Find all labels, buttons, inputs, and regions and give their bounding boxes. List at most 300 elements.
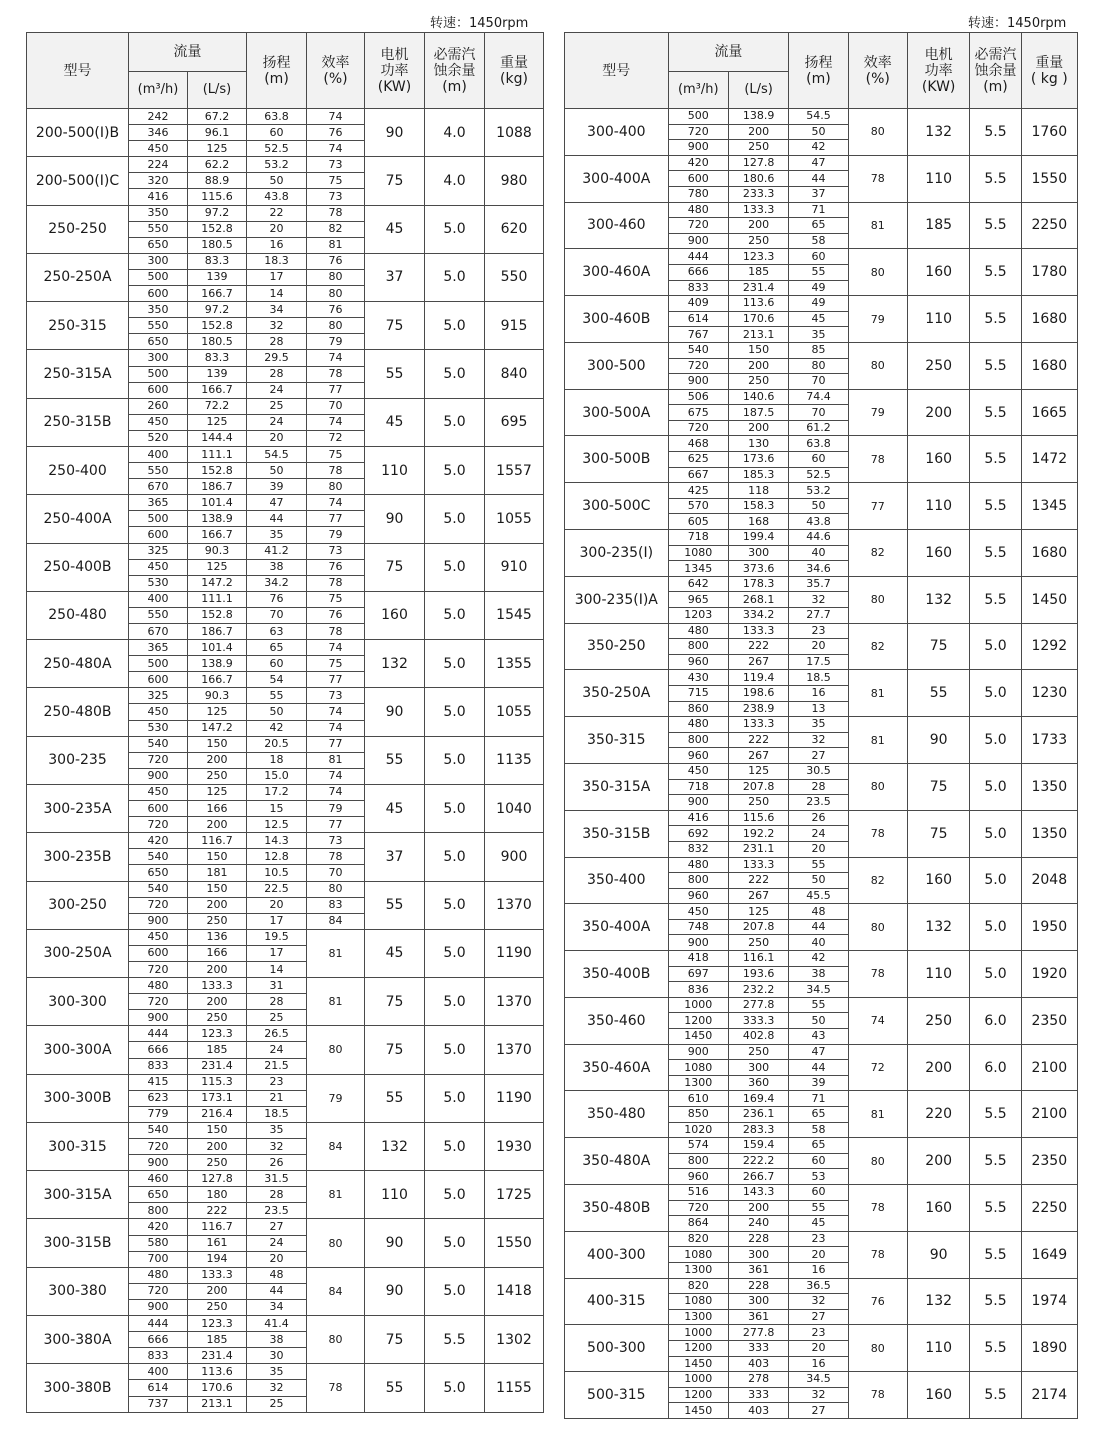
flow-m3h-cell: 1000: [668, 997, 728, 1013]
flow-ls-cell: 361: [728, 1309, 788, 1325]
motor-power-cell: 160: [907, 1372, 969, 1419]
flow-ls-cell: 140.6: [728, 389, 788, 405]
flow-ls-cell: 185: [188, 1332, 247, 1348]
flow-ls-cell: 300: [728, 545, 788, 561]
flow-ls-cell: 250: [728, 1044, 788, 1060]
efficiency-cell: 75: [307, 656, 365, 672]
flow-m3h-cell: 623: [129, 1090, 188, 1106]
header-npsh-text: 必需汽 蚀余量 (m): [433, 46, 476, 95]
efficiency-cell: 74: [307, 784, 365, 800]
flow-ls-cell: 213.1: [188, 1396, 247, 1412]
model-cell: 250-250A: [27, 253, 129, 301]
head-cell: 10.5: [247, 865, 307, 881]
head-cell: 21: [247, 1090, 307, 1106]
npsh-cell: 5.5: [970, 1184, 1021, 1231]
flow-m3h-cell: 480: [668, 857, 728, 873]
flow-ls-cell: 250: [728, 374, 788, 390]
head-cell: 54.5: [789, 109, 848, 125]
flow-ls-cell: 300: [728, 1294, 788, 1310]
table-row: [565, 1325, 1078, 1341]
table-row: [27, 591, 544, 607]
head-cell: 34.5: [789, 1372, 848, 1388]
header-head: [789, 33, 848, 109]
flow-m3h-cell: 720: [668, 1200, 728, 1216]
table-row: [565, 483, 1078, 499]
weight-cell: 1950: [1021, 904, 1077, 951]
weight-cell: 840: [485, 350, 544, 398]
table-row: [27, 736, 544, 752]
flow-ls-cell: 170.6: [188, 1380, 247, 1396]
efficiency-cell: 78: [307, 463, 365, 479]
flow-m3h-cell: 540: [129, 736, 188, 752]
flow-m3h-cell: 697: [668, 966, 728, 982]
motor-power-cell: 160: [907, 249, 969, 296]
motor-power-cell: 110: [907, 155, 969, 202]
model-cell: 300-380B: [27, 1364, 129, 1412]
flow-ls-cell: 200: [188, 1283, 247, 1299]
head-cell: 14: [247, 286, 307, 302]
flow-ls-cell: 152.8: [188, 607, 247, 623]
flow-m3h-cell: 500: [129, 269, 188, 285]
flow-ls-cell: 152.8: [188, 318, 247, 334]
flow-m3h-cell: 800: [668, 639, 728, 655]
flow-ls-cell: 185.3: [728, 467, 788, 483]
flow-ls-cell: 250: [188, 913, 247, 929]
weight-cell: 1472: [1021, 436, 1077, 483]
efficiency-cell: 81: [307, 237, 365, 253]
motor-power-cell: 45: [365, 929, 425, 977]
flow-ls-cell: 133.3: [728, 202, 788, 218]
head-cell: 27: [789, 1403, 848, 1419]
flow-m3h-cell: 444: [668, 249, 728, 265]
flow-ls-cell: 113.6: [728, 296, 788, 312]
flow-m3h-cell: 614: [129, 1380, 188, 1396]
efficiency-cell: 75: [307, 446, 365, 462]
flow-m3h-cell: 325: [129, 688, 188, 704]
npsh-cell: 5.5: [970, 576, 1021, 623]
table-row: [565, 249, 1078, 265]
motor-power-cell: 250: [907, 342, 969, 389]
weight-cell: 1557: [485, 446, 544, 494]
npsh-cell: 5.0: [970, 763, 1021, 810]
efficiency-cell: 83: [307, 897, 365, 913]
flow-m3h-cell: 650: [129, 237, 188, 253]
flow-ls-cell: 240: [728, 1216, 788, 1232]
flow-m3h-cell: 450: [668, 904, 728, 920]
weight-cell: 1088: [485, 109, 544, 157]
weight-cell: 1680: [1021, 342, 1077, 389]
flow-m3h-cell: 720: [668, 358, 728, 374]
table-row: [27, 1316, 544, 1332]
npsh-cell: 5.0: [425, 688, 485, 736]
flow-ls-cell: 169.4: [728, 1091, 788, 1107]
head-cell: 53.2: [789, 483, 848, 499]
motor-power-cell: 160: [907, 1184, 969, 1231]
flow-m3h-cell: 900: [668, 795, 728, 811]
header-head-text: 扬程 (m): [262, 54, 291, 87]
motor-power-cell: 55: [365, 1074, 425, 1122]
npsh-cell: 5.0: [425, 446, 485, 494]
weight-cell: 1550: [485, 1219, 544, 1267]
efficiency-cell: 74: [307, 350, 365, 366]
flow-ls-cell: 360: [728, 1075, 788, 1091]
head-cell: 32: [247, 1380, 307, 1396]
flow-ls-cell: 200: [188, 994, 247, 1010]
flow-ls-cell: 144.4: [188, 430, 247, 446]
flow-m3h-cell: 480: [668, 623, 728, 639]
motor-power-cell: 110: [907, 296, 969, 343]
flow-m3h-cell: 540: [129, 1122, 188, 1138]
flow-m3h-cell: 600: [129, 672, 188, 688]
head-cell: 39: [247, 479, 307, 495]
model-cell: 350-400B: [565, 951, 669, 998]
table-row: [27, 784, 544, 800]
head-cell: 35: [789, 327, 848, 343]
npsh-cell: 5.5: [970, 109, 1021, 156]
model-cell: 300-460A: [565, 249, 669, 296]
flow-m3h-cell: 610: [668, 1091, 728, 1107]
weight-cell: 900: [485, 833, 544, 881]
weight-cell: 1418: [485, 1267, 544, 1315]
flow-ls-cell: 150: [188, 881, 247, 897]
efficiency-cell: 80: [307, 1219, 365, 1267]
model-cell: 300-500C: [565, 483, 669, 530]
head-cell: 55: [789, 1200, 848, 1216]
npsh-cell: 5.0: [425, 1026, 485, 1074]
flow-m3h-cell: 675: [668, 405, 728, 421]
motor-power-cell: 160: [907, 436, 969, 483]
efficiency-cell: 79: [307, 334, 365, 350]
efficiency-cell: 78: [848, 1372, 907, 1419]
head-cell: 43.8: [247, 189, 307, 205]
table-row: [565, 1372, 1078, 1388]
npsh-cell: 5.5: [970, 483, 1021, 530]
table-row: [565, 1044, 1078, 1060]
npsh-cell: 5.0: [425, 253, 485, 301]
head-cell: 16: [789, 1356, 848, 1372]
npsh-cell: 5.0: [425, 929, 485, 977]
flow-m3h-cell: 1080: [668, 1294, 728, 1310]
flow-m3h-cell: 718: [668, 779, 728, 795]
efficiency-cell: 80: [307, 1316, 365, 1364]
npsh-cell: 6.0: [970, 1044, 1021, 1091]
motor-power-cell: 200: [907, 1044, 969, 1091]
flow-ls-cell: 119.4: [728, 670, 788, 686]
header-flow-ls: (L/s): [188, 72, 247, 109]
head-cell: 50: [247, 173, 307, 189]
flow-m3h-cell: 600: [668, 171, 728, 187]
head-cell: 37: [789, 186, 848, 202]
flow-ls-cell: 97.2: [188, 205, 247, 221]
flow-m3h-cell: 833: [129, 1058, 188, 1074]
motor-power-cell: 185: [907, 202, 969, 249]
flow-m3h-cell: 540: [129, 881, 188, 897]
flow-ls-cell: 111.1: [188, 591, 247, 607]
flow-ls-cell: 150: [188, 849, 247, 865]
npsh-cell: 4.0: [425, 157, 485, 205]
efficiency-cell: 74: [307, 720, 365, 736]
efficiency-cell: 81: [307, 1171, 365, 1219]
flow-ls-cell: 166: [188, 801, 247, 817]
efficiency-cell: 80: [307, 881, 365, 897]
npsh-cell: 5.0: [425, 640, 485, 688]
weight-cell: 1190: [485, 929, 544, 977]
motor-power-cell: 90: [365, 1219, 425, 1267]
flow-ls-cell: 233.3: [728, 186, 788, 202]
flow-ls-cell: 207.8: [728, 779, 788, 795]
speed-label-right: 转速：1450rpm: [968, 16, 1067, 31]
flow-m3h-cell: 224: [129, 157, 188, 173]
flow-ls-cell: 200: [188, 752, 247, 768]
efficiency-cell: 78: [307, 366, 365, 382]
flow-ls-cell: 88.9: [188, 173, 247, 189]
flow-ls-cell: 334.2: [728, 608, 788, 624]
head-cell: 17.2: [247, 784, 307, 800]
flow-ls-cell: 361: [728, 1262, 788, 1278]
efficiency-cell: 80: [848, 763, 907, 810]
header-head: [247, 33, 307, 109]
head-cell: 43: [789, 1029, 848, 1045]
motor-power-cell: 160: [907, 857, 969, 904]
flow-ls-cell: 173.1: [188, 1090, 247, 1106]
flow-m3h-cell: 570: [668, 498, 728, 514]
flow-m3h-cell: 530: [129, 575, 188, 591]
flow-m3h-cell: 900: [668, 233, 728, 249]
efficiency-cell: 80: [848, 904, 907, 951]
head-cell: 40: [789, 935, 848, 951]
model-cell: 300-315B: [27, 1219, 129, 1267]
flow-ls-cell: 187.5: [728, 405, 788, 421]
weight-cell: 1930: [485, 1122, 544, 1170]
flow-m3h-cell: 800: [129, 1203, 188, 1219]
flow-ls-cell: 111.1: [188, 446, 247, 462]
motor-power-cell: 75: [907, 763, 969, 810]
efficiency-cell: 79: [307, 527, 365, 543]
efficiency-cell: 80: [848, 576, 907, 623]
efficiency-cell: 79: [848, 389, 907, 436]
flow-ls-cell: 200: [188, 817, 247, 833]
table-row: [565, 436, 1078, 452]
flow-m3h-cell: 415: [129, 1074, 188, 1090]
flow-ls-cell: 166.7: [188, 527, 247, 543]
head-cell: 52.5: [247, 141, 307, 157]
flow-m3h-cell: 1345: [668, 561, 728, 577]
head-cell: 55: [789, 997, 848, 1013]
flow-ls-cell: 333: [728, 1340, 788, 1356]
model-cell: 350-250: [565, 623, 669, 670]
head-cell: 60: [789, 452, 848, 468]
motor-power-cell: 75: [907, 623, 969, 670]
head-cell: 60: [247, 125, 307, 141]
head-cell: 21.5: [247, 1058, 307, 1074]
flow-m3h-cell: 416: [668, 810, 728, 826]
flow-ls-cell: 143.3: [728, 1184, 788, 1200]
flow-m3h-cell: 900: [129, 1299, 188, 1315]
table-row: [27, 302, 544, 318]
head-cell: 43.8: [789, 514, 848, 530]
weight-cell: 1355: [485, 640, 544, 688]
table-row: [565, 1091, 1078, 1107]
weight-cell: 1920: [1021, 951, 1077, 998]
head-cell: 45: [789, 1216, 848, 1232]
flow-m3h-cell: 400: [129, 446, 188, 462]
header-flow: 流量: [129, 33, 247, 72]
flow-ls-cell: 133.3: [728, 857, 788, 873]
head-cell: 20: [247, 430, 307, 446]
flow-m3h-cell: 1080: [668, 1247, 728, 1263]
flow-m3h-cell: 960: [668, 888, 728, 904]
motor-power-cell: 37: [365, 253, 425, 301]
npsh-cell: 5.0: [425, 591, 485, 639]
flow-ls-cell: 115.6: [728, 810, 788, 826]
flow-ls-cell: 136: [188, 929, 247, 945]
flow-ls-cell: 101.4: [188, 640, 247, 656]
flow-ls-cell: 168: [728, 514, 788, 530]
flow-ls-cell: 228: [728, 1231, 788, 1247]
efficiency-cell: 82: [848, 857, 907, 904]
flow-m3h-cell: 960: [668, 748, 728, 764]
efficiency-cell: 81: [307, 752, 365, 768]
flow-ls-cell: 115.3: [188, 1074, 247, 1090]
weight-cell: 1680: [1021, 530, 1077, 577]
flow-m3h-cell: 1200: [668, 1013, 728, 1029]
efficiency-cell: 80: [848, 1138, 907, 1185]
flow-m3h-cell: 900: [129, 768, 188, 784]
npsh-cell: 5.5: [425, 1316, 485, 1364]
head-cell: 25: [247, 1010, 307, 1026]
head-cell: 26.5: [247, 1026, 307, 1042]
motor-power-cell: 110: [907, 951, 969, 998]
flow-m3h-cell: 500: [129, 366, 188, 382]
head-cell: 16: [247, 237, 307, 253]
head-cell: 54: [247, 672, 307, 688]
table-row: [565, 1278, 1078, 1294]
flow-ls-cell: 158.3: [728, 498, 788, 514]
motor-power-cell: 75: [365, 1316, 425, 1364]
efficiency-cell: 77: [307, 511, 365, 527]
flow-ls-cell: 123.3: [188, 1026, 247, 1042]
header-npsh: [970, 33, 1021, 109]
model-cell: 350-315B: [565, 810, 669, 857]
head-cell: 44: [247, 1283, 307, 1299]
header-weight-text: 重量 ( kg ): [1030, 54, 1068, 87]
flow-m3h-cell: 1450: [668, 1356, 728, 1372]
head-cell: 32: [789, 592, 848, 608]
flow-m3h-cell: 960: [668, 1169, 728, 1185]
efficiency-cell: 80: [848, 249, 907, 296]
flow-m3h-cell: 718: [668, 530, 728, 546]
head-cell: 16: [789, 1262, 848, 1278]
weight-cell: 2250: [1021, 202, 1077, 249]
weight-cell: 1135: [485, 736, 544, 784]
flow-m3h-cell: 715: [668, 685, 728, 701]
model-cell: 300-460: [565, 202, 669, 249]
flow-ls-cell: 231.1: [728, 841, 788, 857]
head-cell: 70: [247, 607, 307, 623]
head-cell: 25: [247, 398, 307, 414]
efficiency-cell: 78: [848, 951, 907, 998]
head-cell: 19.5: [247, 929, 307, 945]
header-efficiency-text: 效率 (%): [863, 54, 892, 87]
flow-ls-cell: 267: [728, 654, 788, 670]
head-cell: 65: [789, 1107, 848, 1123]
motor-power-cell: 90: [365, 495, 425, 543]
model-cell: 300-300: [27, 978, 129, 1026]
flow-ls-cell: 130: [728, 436, 788, 452]
flow-ls-cell: 403: [728, 1403, 788, 1419]
flow-m3h-cell: 530: [129, 720, 188, 736]
flow-ls-cell: 238.9: [728, 701, 788, 717]
npsh-cell: 5.5: [970, 1372, 1021, 1419]
flow-m3h-cell: 480: [668, 202, 728, 218]
table-row: [565, 342, 1078, 358]
flow-m3h-cell: 300: [129, 350, 188, 366]
flow-m3h-cell: 600: [129, 382, 188, 398]
flow-m3h-cell: 450: [129, 929, 188, 945]
flow-ls-cell: 180.6: [728, 171, 788, 187]
head-cell: 50: [247, 463, 307, 479]
npsh-cell: 5.0: [425, 784, 485, 832]
weight-cell: 2048: [1021, 857, 1077, 904]
head-cell: 65: [789, 1138, 848, 1154]
head-cell: 50: [789, 124, 848, 140]
flow-ls-cell: 123.3: [728, 249, 788, 265]
efficiency-cell: 77: [307, 736, 365, 752]
efficiency-cell: 76: [307, 607, 365, 623]
efficiency-cell: 77: [307, 817, 365, 833]
flow-m3h-cell: 1450: [668, 1403, 728, 1419]
flow-ls-cell: 228: [728, 1278, 788, 1294]
flow-ls-cell: 125: [728, 763, 788, 779]
flow-m3h-cell: 900: [129, 1010, 188, 1026]
flow-ls-cell: 278: [728, 1372, 788, 1388]
efficiency-cell: 74: [307, 704, 365, 720]
head-cell: 70: [789, 405, 848, 421]
efficiency-cell: 80: [307, 286, 365, 302]
npsh-cell: 5.5: [970, 155, 1021, 202]
flow-ls-cell: 90.3: [188, 688, 247, 704]
weight-cell: 1725: [485, 1171, 544, 1219]
table-row: [27, 881, 544, 897]
npsh-cell: 5.0: [425, 1267, 485, 1315]
model-cell: 500-300: [565, 1325, 669, 1372]
motor-power-cell: 132: [907, 576, 969, 623]
head-cell: 23.5: [789, 795, 848, 811]
efficiency-cell: 84: [307, 1122, 365, 1170]
flow-m3h-cell: 700: [129, 1251, 188, 1267]
table-row: [27, 1267, 544, 1283]
flow-m3h-cell: 500: [668, 109, 728, 125]
flow-m3h-cell: 650: [129, 865, 188, 881]
weight-cell: 1230: [1021, 670, 1077, 717]
npsh-cell: 5.0: [425, 398, 485, 446]
flow-ls-cell: 185: [728, 264, 788, 280]
efficiency-cell: 73: [307, 543, 365, 559]
flow-ls-cell: 180: [188, 1187, 247, 1203]
model-cell: 250-480A: [27, 640, 129, 688]
model-cell: 350-460A: [565, 1044, 669, 1091]
head-cell: 42: [789, 140, 848, 156]
weight-cell: 1450: [1021, 576, 1077, 623]
flow-ls-cell: 113.6: [188, 1364, 247, 1380]
flow-ls-cell: 133.3: [188, 978, 247, 994]
head-cell: 39: [789, 1075, 848, 1091]
head-cell: 23: [789, 1325, 848, 1341]
flow-ls-cell: 300: [728, 1247, 788, 1263]
flow-m3h-cell: 832: [668, 841, 728, 857]
flow-ls-cell: 333: [728, 1387, 788, 1403]
model-cell: 300-315A: [27, 1171, 129, 1219]
